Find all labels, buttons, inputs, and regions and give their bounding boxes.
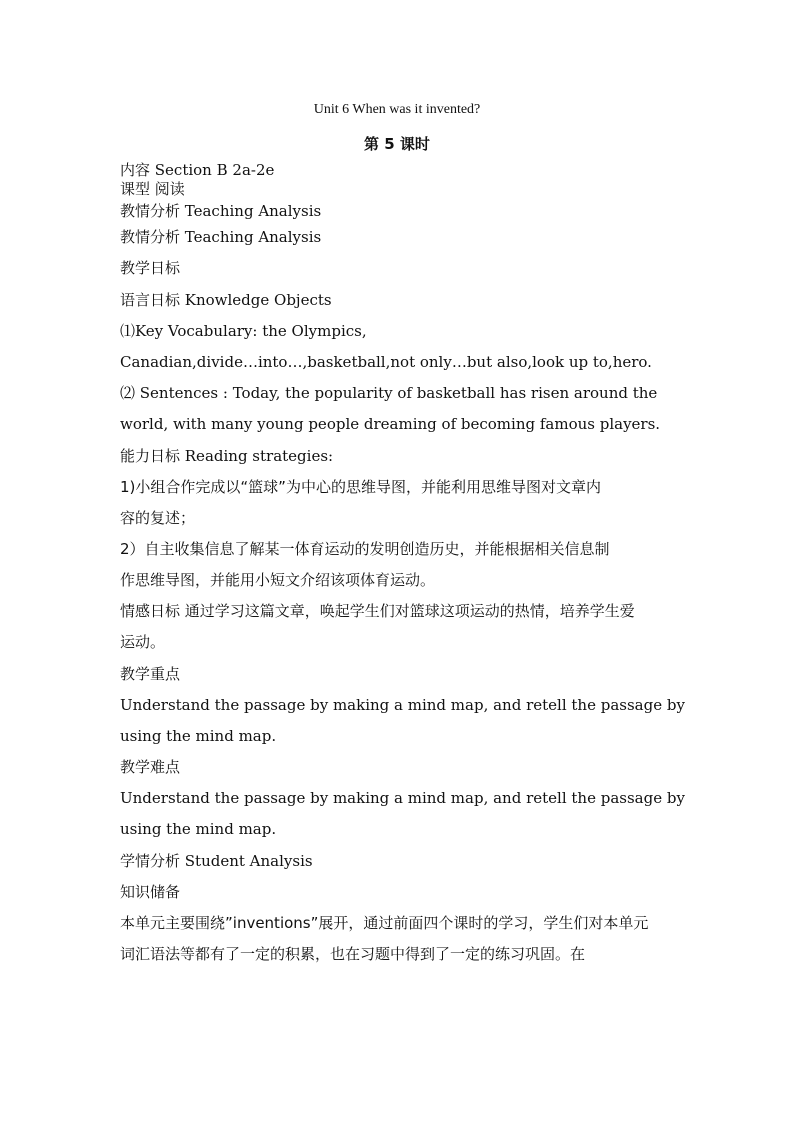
lesson-heading: 第 5 课时 xyxy=(364,135,430,153)
emotion-objective-line-1: 情感日标 通过学习这篇文章，唤起学生们对篮球这项运动的热情，培养学生爱 xyxy=(120,602,635,620)
difficult-points-line-1: Understand the passage by making a mind map, and retell the passage by xyxy=(120,789,685,807)
key-points-line-1: Understand the passage by making a mind map, and retell the passage by xyxy=(120,696,685,714)
course-type-line: 课型 阅读 xyxy=(120,180,185,198)
unit-title: Unit 6 When was it invented? xyxy=(313,102,481,117)
teaching-analysis-heading-2: 教情分析 Teaching Analysis xyxy=(120,228,322,246)
content-line: 内容 Section B 2a-2e xyxy=(120,161,275,179)
key-points-heading: 教学重点 xyxy=(120,665,181,683)
teaching-objectives-heading: 教学日标 xyxy=(120,259,181,277)
vocabulary-line-1: ⑴Key Vocabulary: the Olympics, xyxy=(120,322,367,340)
sentences-line-1: ⑵ Sentences : Today, the popularity of basketball has risen around the xyxy=(120,384,658,402)
knowledge-reserve-heading: 知识储备 xyxy=(120,883,181,901)
knowledge-objects-heading: 语言日标 Knowledge Objects xyxy=(120,291,332,309)
strategy-1-line-1: 1)小组合作完成以“篮球”为中心的思维导图，并能利用思维导图对文章内 xyxy=(120,478,601,496)
teaching-analysis-heading: 教情分析 Teaching Analysis xyxy=(120,202,322,220)
difficult-points-heading: 教学难点 xyxy=(120,758,181,776)
emotion-objective-line-2: 运动。 xyxy=(120,633,166,651)
student-analysis-heading: 学情分析 Student Analysis xyxy=(120,852,313,870)
strategy-2-line-2: 作思维导图，并能用小短文介绍该项体育运动。 xyxy=(120,571,436,589)
vocabulary-line-2: Canadian,divide…into…,basketball,not only…but also,look up to,hero. xyxy=(120,353,652,371)
difficult-points-line-2: using the mind map. xyxy=(120,820,277,838)
strategy-2-line-1: 2）自主收集信息了解某一体育运动的发明创造历史，并能根据相关信息制 xyxy=(120,540,610,558)
reading-strategies-heading: 能力日标 Reading strategies: xyxy=(120,447,334,465)
sentences-line-2: world, with many young people dreaming of becoming famous players. xyxy=(120,415,661,433)
analysis-paragraph-line-1: 本单元主要围绕”inventions”展开，通过前面四个课时的学习，学生们对本单元 xyxy=(120,914,649,932)
analysis-paragraph-line-2: 词汇语法等都有了一定的积累，也在习题中得到了一定的练习巩固。在 xyxy=(120,945,586,963)
strategy-1-line-2: 容的复述； xyxy=(120,509,196,527)
key-points-line-2: using the mind map. xyxy=(120,727,277,745)
